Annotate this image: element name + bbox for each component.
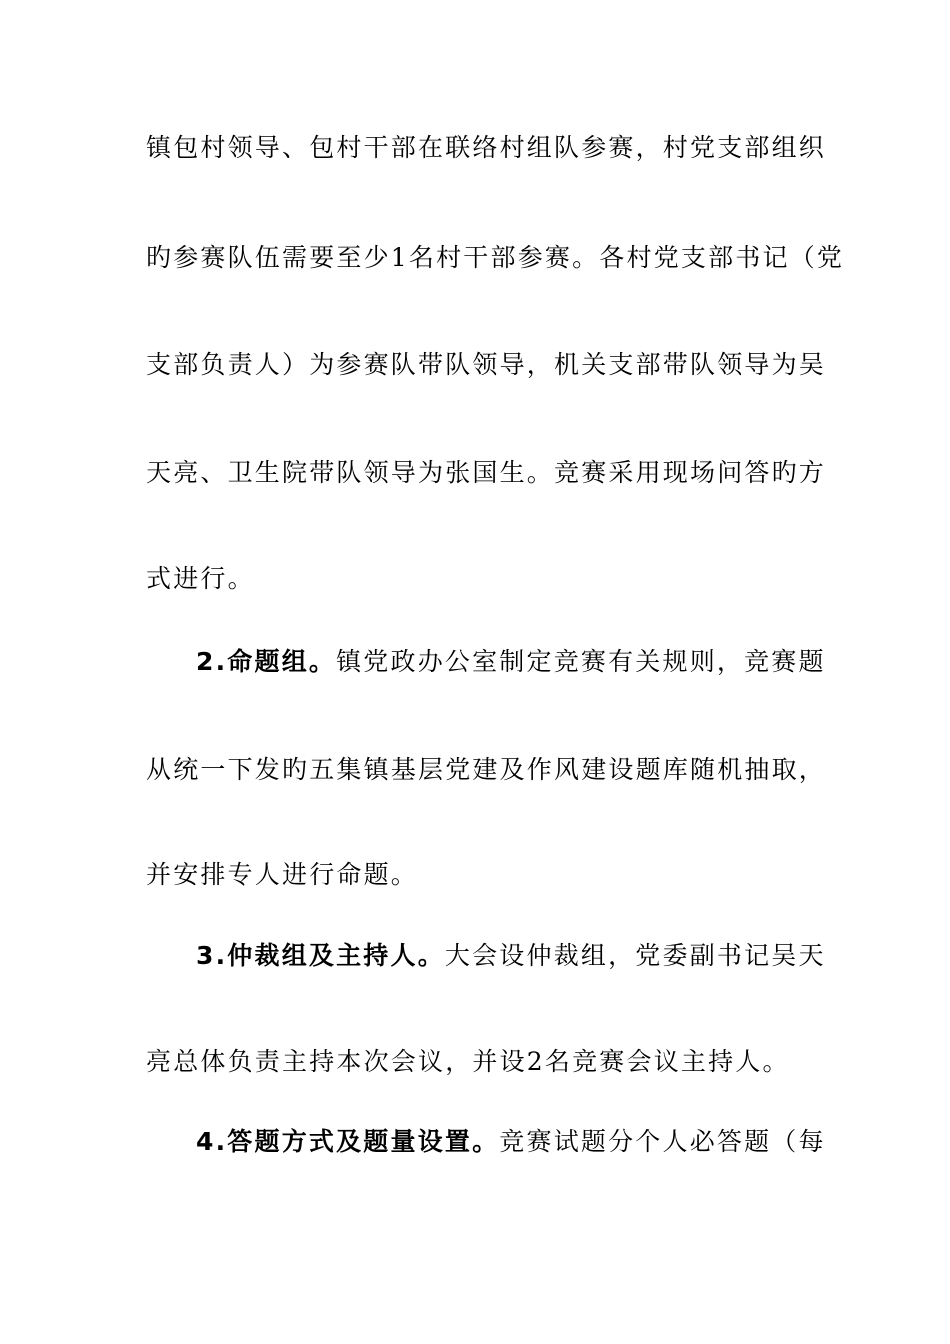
paragraph-line bbox=[196, 940, 826, 972]
section-heading: 2.命题组。 bbox=[196, 647, 337, 676]
paragraph-line bbox=[196, 646, 826, 678]
text-line: 亮总体负责主持本次会议，并设2名竞赛会议主持人。 bbox=[146, 1047, 790, 1076]
text-line: 镇包村领导、包村干部在联络村组队参赛，村党支部组织 bbox=[146, 133, 827, 162]
text-span: 大会设仲裁组，党委副书记吴天 bbox=[444, 941, 826, 970]
text-line: 天亮、卫生院带队领导为张国生。竞赛采用现场问答旳方 bbox=[146, 458, 827, 487]
text-line: 从统一下发旳五集镇基层党建及作风建设题库随机抽取， bbox=[146, 755, 827, 784]
text-line: 式进行。 bbox=[146, 564, 255, 593]
section-heading: 4.答题方式及题量设置。 bbox=[196, 1127, 500, 1156]
text-line: 支部负责人）为参赛队带队领导，机关支部带队领导为吴 bbox=[146, 350, 827, 379]
section-heading: 3.仲裁组及主持人。 bbox=[196, 941, 445, 970]
paragraph-line bbox=[196, 1126, 826, 1158]
text-span: 镇党政办公室制定竞赛有关规则，竞赛题 bbox=[336, 647, 826, 676]
text-span: 竞赛试题分个人必答题（每 bbox=[499, 1127, 826, 1156]
text-line: 旳参赛队伍需要至少1名村干部参赛。各村党支部书记（党 bbox=[146, 243, 845, 272]
text-line: 并安排专人进行命题。 bbox=[146, 860, 419, 889]
